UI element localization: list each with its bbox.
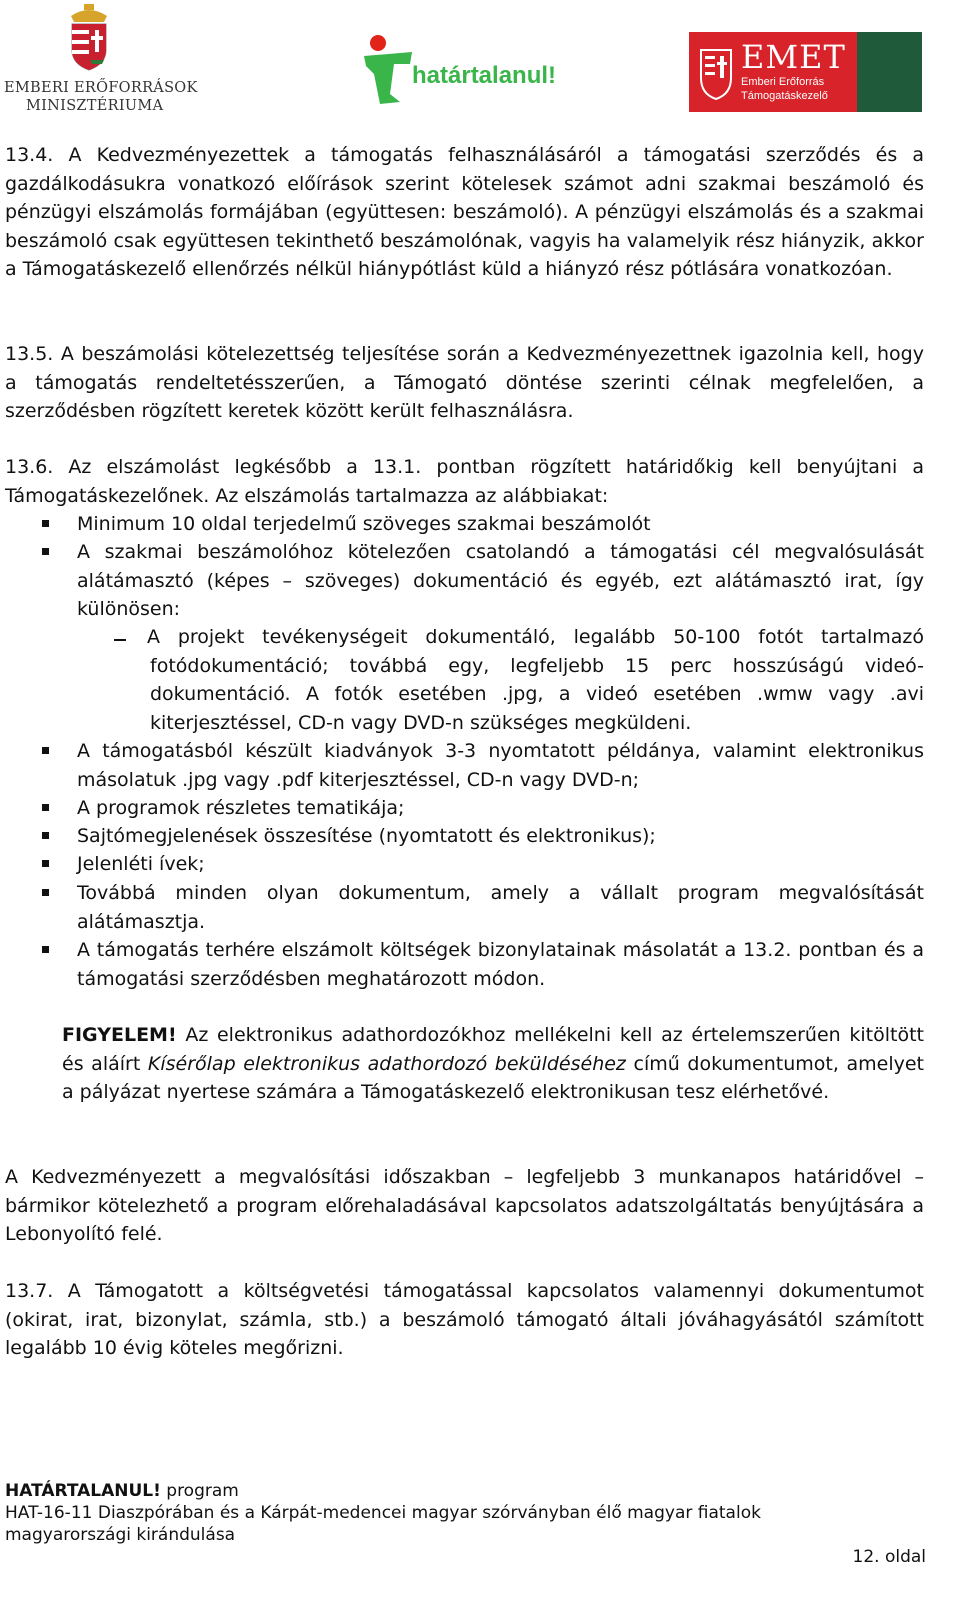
notice-paragraph: [62, 1021, 924, 1107]
coat-of-arms-icon: [4, 2, 174, 72]
bullet-marker: [42, 548, 49, 555]
notice-document-title: Kísérőlap elektronikus adathordozó beküldéséhez: [147, 1052, 626, 1075]
footer-program: [5, 1480, 239, 1502]
notice-text-after: című dokumentumot, amelyet a pályázat nyertese számára a Támogatáskezelő elektronikusan tesz elérhetővé.: [62, 1052, 924, 1104]
bullet-marker: [42, 747, 49, 754]
list-item: A programok részletes tematikája;: [77, 797, 405, 819]
section-13-5: 13.5. A beszámolási kötelezettség teljesítése során a Kedvezményezettnek igazolnia kell, hogy a támogatás rendeltetésszerűen, a Támogató döntése szerinti célnak megfelelően, a szerződésben rögzített keretek között került felhasználásra.: [5, 343, 924, 423]
ministry-logo: [4, 2, 198, 114]
footer-program-name: HATÁRTALANUL!: [5, 1481, 161, 1501]
reporting-paragraph: A Kedvezményezett a megvalósítási időszakban – legfeljebb 3 munkanapos határidővel – bármikor kötelezhető a program előrehaladásával kapcsolatos adatszolgáltatás benyújtására a Lebonyolító felé.: [5, 1166, 924, 1246]
list-item: Jelenléti ívek;: [77, 853, 205, 875]
bullet-marker: [42, 804, 49, 811]
bullet-marker: [42, 832, 49, 839]
footer-program-suffix: program: [160, 1481, 239, 1501]
ministry-name-line2: MINISZTÉRIUMA: [26, 98, 164, 114]
list-item: Minimum 10 oldal terjedelmű szöveges szakmai beszámolót: [77, 513, 651, 535]
page-number: 12. oldal: [852, 1547, 926, 1567]
bullet-marker: [42, 889, 49, 896]
notice-label: FIGYELEM!: [62, 1024, 177, 1046]
emet-logo: [689, 32, 922, 112]
list-item: A támogatás terhére elszámolt költségek bizonylatainak másolatát a 13.2. pontban és a támogatási szerződésben meghatározott módon.: [77, 939, 924, 990]
footer-call-title-cont: magyarországi kirándulása: [5, 1525, 236, 1545]
list-item: A szakmai beszámolóhoz kötelezően csatolandó a támogatási cél megvalósulását alátámasztó (képes – szöveges) dokumentáció és egyéb, ezt alátámasztó irat, így különösen:: [77, 541, 924, 621]
bullet-marker: [42, 520, 49, 527]
footer-call-title: HAT-16-11 Diaszpórában és a Kárpát-medencei magyar szórványban élő magyar fiatalok: [5, 1503, 761, 1523]
section-13-4: 13.4. A Kedvezményezettek a támogatás felhasználásáról a támogatási szerződés és a gazdálkodásukra vonatkozó előírások szerint kötelesek számot adni szakmai beszámoló és pénzügyi elszámolás formájában (együttesen: beszámoló). A pénzügyi elszámolás és a szakmai beszámoló csak együttesen tekinthető beszámolónak, vagyis ha valamelyik rész hiányzik, akkor a Támogatáskezelő ellenőrzés nélkül hiánypótlást küld a hiányzó rész pótlására vonatkozóan.: [5, 144, 924, 281]
list-item: A támogatásból készült kiadványok 3-3 nyomtatott példánya, valamint elektronikus másolatuk .jpg vagy .pdf kiterjesztéssel, CD-n vagy DVD-n;: [77, 740, 924, 791]
list-item: Továbbá minden olyan dokumentum, amely a vállalt program megvalósítását alátámasztja.: [77, 882, 924, 933]
hatartalanul-logo: [360, 34, 570, 106]
dash-marker: [114, 639, 126, 641]
bullet-marker: [42, 860, 49, 867]
section-13-7: 13.7. A Támogatott a költségvetési támogatással kapcsolatos valamennyi dokumentumot (okirat, irat, bizonylat, számla, stb.) a beszámoló támogató általi jóváhagyásától számított legalább 10 évig köteles megőrizni.: [5, 1280, 924, 1360]
bullet-marker: [42, 946, 49, 953]
ministry-name-line1: EMBERI ERŐFORRÁSOK: [4, 80, 198, 96]
section-13-6: 13.6. Az elszámolást legkésőbb a 13.1. pontban rögzített határidőkig kell benyújtani a Támogatáskezelőnek. Az elszámolás tartalmazza az alábbiakat:: [5, 456, 924, 507]
notice-text-before: Az elektronikus adathordozókhoz mellékelni kell az értelemszerűen kitöltött és aláírt: [62, 1024, 924, 1075]
list-item: Sajtómegjelenések összesítése (nyomtatott és elektronikus);: [77, 825, 656, 847]
emet-subtitle-line1: Emberi Erőforrás: [741, 76, 825, 88]
emet-title: EMET: [741, 38, 846, 76]
sub-list-item: A projekt tevékenységeit dokumentáló, legalább 50-100 fotót tartalmazó fotódokumentáció; továbbá egy, legfeljebb 15 perc hosszúságú videó-dokumentáció. A fotók esetében .jpg, a videó esetében .wmw vagy .avi kiterjesztéssel, CD-n vagy DVD-n szükséges megküldeni.: [147, 626, 924, 734]
emet-subtitle-line2: Támogatáskezelő: [741, 90, 828, 102]
hatartalanul-wordmark: határtalanul!: [412, 62, 557, 89]
emet-crest-icon: [699, 44, 733, 100]
